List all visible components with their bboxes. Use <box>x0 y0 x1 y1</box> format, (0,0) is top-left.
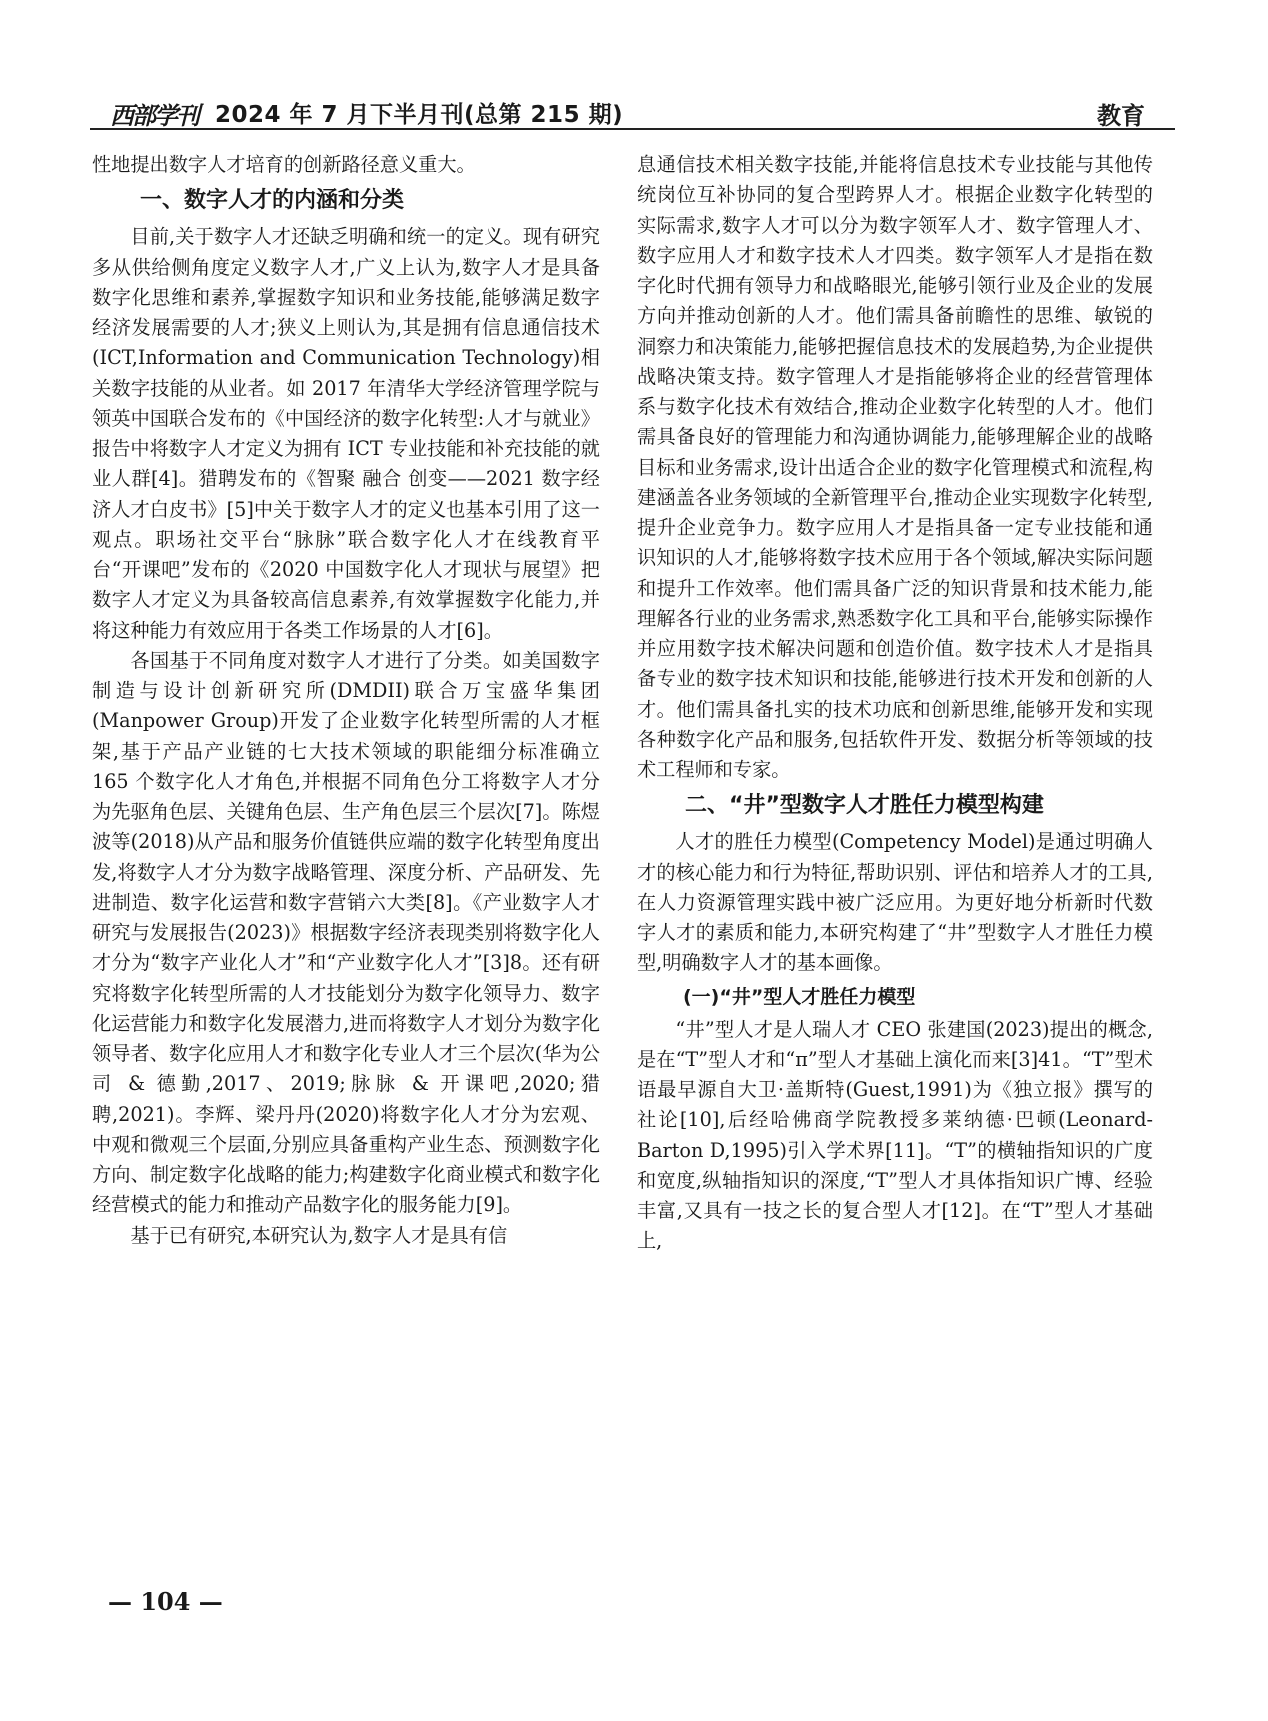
section-heading-1: 一、数字人才的内涵和分类 <box>140 188 405 214</box>
paragraph: 基于已有研究,本研究认为,数字人才是具有信 <box>130 1223 508 1247</box>
journal-logo: 西部学刊 <box>110 101 198 130</box>
section-heading-2: 二、“井”型数字人才胜任力模型构建 <box>685 793 1044 819</box>
paragraph: 性地提出数字人才培育的创新路径意义重大。 <box>92 153 476 176</box>
left-column <box>92 150 600 1251</box>
issue-info: 2024 年 7 月下半月刊(总第 215 期) <box>215 102 624 128</box>
paragraph: 人才的胜任力模型(Competency Model)是通过明确人才的核心能力和行为特征,帮助识别、评估和培养人才的工具,在人力资源管理实践中被广泛应用。为更好地分析新时代数字人才的素质和能力,本研究构建了“井”型数字人才胜任力模型,明确数字人才的基本画像。 <box>637 830 1153 975</box>
page-number: — 104 — <box>108 1587 223 1616</box>
section-label: 教育 <box>1097 102 1145 130</box>
paragraph: 目前,关于数字人才还缺乏明确和统一的定义。现有研究多从供给侧角度定义数字人才,广义上认为,数字人才是具备数字化思维和素养,掌握数字知识和业务技能,能够满足数字经济发展需要的人才;狭义上则认为,其是拥有信息通信技术(ICT,Information and Communication Technology)相关数字技能的从业者。如 2017 年清华大学经济管理学院与领英中国联合发布的《中国经济的数字化转型:人才与就业》报告中将数字人才定义为拥有 ICT 专业技能和补充技能的就业人群[4]。猎聘发布的《智聚 融合 创变——2021 数字经济人才白皮书》[5]中关于数字人才的定义也基本引用了这一观点。职场社交平台“脉脉”联合数字化人才在线教育平台“开课吧”发布的《2020 中国数字化人才现状与展望》把数字人才定义为具备较高信息素养,有效掌握数字化能力,并将这种能力有效应用于各类工作场景的人才[6]。 <box>92 225 600 642</box>
paragraph: “井”型人才是人瑞人才 CEO 张建国(2023)提出的概念,是在“T”型人才和“π”型人才基础上演化而来[3]41。“T”型术语最早源自大卫·盖斯特(Guest,1991)为《独立报》撰写的社论[10],后经哈佛商学院教授多莱纳德·巴顿(Leonard-Barton D,1995)引入学术界[11]。“T”的横轴指知识的广度和宽度,纵轴指知识的深度,“T”型人才具体指知识广博、经验丰富,又具有一技之长的复合型人才[12]。在“T”型人才基础上, <box>637 1017 1153 1253</box>
right-column <box>637 150 1153 1257</box>
paragraph: 各国基于不同角度对数字人才进行了分类。如美国数字制造与设计创新研究所(DMDII)联合万宝盛华集团(Manpower Group)开发了企业数字化转型所需的人才框架,基于产品产业链的七大技术领域的职能细分标准确立 165 个数字化人才角色,并根据不同角色分工将数字人才分为先驱角色层、关键角色层、生产角色层三个层次[7]。陈煜波等(2018)从产品和服务价值链供应端的数字化转型角度出发,将数字人才分为数字战略管理、深度分析、产品研发、先进制造、数字化运营和数字营销六大类[8]。《产业数字人才研究与发展报告(2023)》根据数字经济表现类别将数字化人才分为“数字产业化人才”和“产业数字化人才”[3]8。还有研究将数字化转型所需的人才技能划分为数字化领导力、数字化运营能力和数字化发展潜力,进而将数字人才划分为数字化领导者、数字化应用人才和数字化专业人才三个层次(华为公司 & 德勤,2017、2019;脉脉 & 开课吧,2020;猎聘,2021)。李辉、梁丹丹(2020)将数字化人才分为宏观、中观和微观三个层面,分别应具备重构产业生态、预测数字化方向、制定数字化战略的能力;构建数字化商业模式和数字化经营模式的能力和推动产品数字化的服务能力[9]。 <box>92 648 600 1217</box>
header-rule <box>90 128 1175 130</box>
page-header <box>90 78 1175 130</box>
paragraph: 息通信技术相关数字技能,并能将信息技术专业技能与其他传统岗位互补协同的复合型跨界人才。根据企业数字化转型的实际需求,数字人才可以分为数字领军人才、数字管理人才、数字应用人才和数字技术人才四类。数字领军人才是指在数字化时代拥有领导力和战略眼光,能够引领行业及企业的发展方向并推动创新的人才。他们需具备前瞻性的思维、敏锐的洞察力和决策能力,能够把握信息技术的发展趋势,为企业提供战略决策支持。数字管理人才是指能够将企业的经营管理体系与数字化技术有效结合,推动企业数字化转型的人才。他们需具备良好的管理能力和沟通协调能力,能够理解企业的战略目标和业务需求,设计出适合企业的数字化管理模式和流程,构建涵盖各业务领域的全新管理平台,推动企业实现数字化转型,提升企业竞争力。数字应用人才是指具备一定专业技能和通识知识的人才,能够将数字技术应用于各个领域,解决实际问题和提升工作效率。他们需具备广泛的知识背景和技术能力,能理解各行业的业务需求,熟悉数字化工具和平台,能够实际操作并应用数字技术解决问题和创造价值。数字技术人才是指具备专业的数字技术知识和技能,能够进行技术开发和创新的人才。他们需具备扎实的技术功底和创新思维,能够开发和实现各种数字化产品和服务,包括软件开发、数据分析等领域的技术工程师和专家。 <box>637 153 1153 781</box>
subsection-heading: (一)“井”型人才胜任力模型 <box>683 985 916 1008</box>
